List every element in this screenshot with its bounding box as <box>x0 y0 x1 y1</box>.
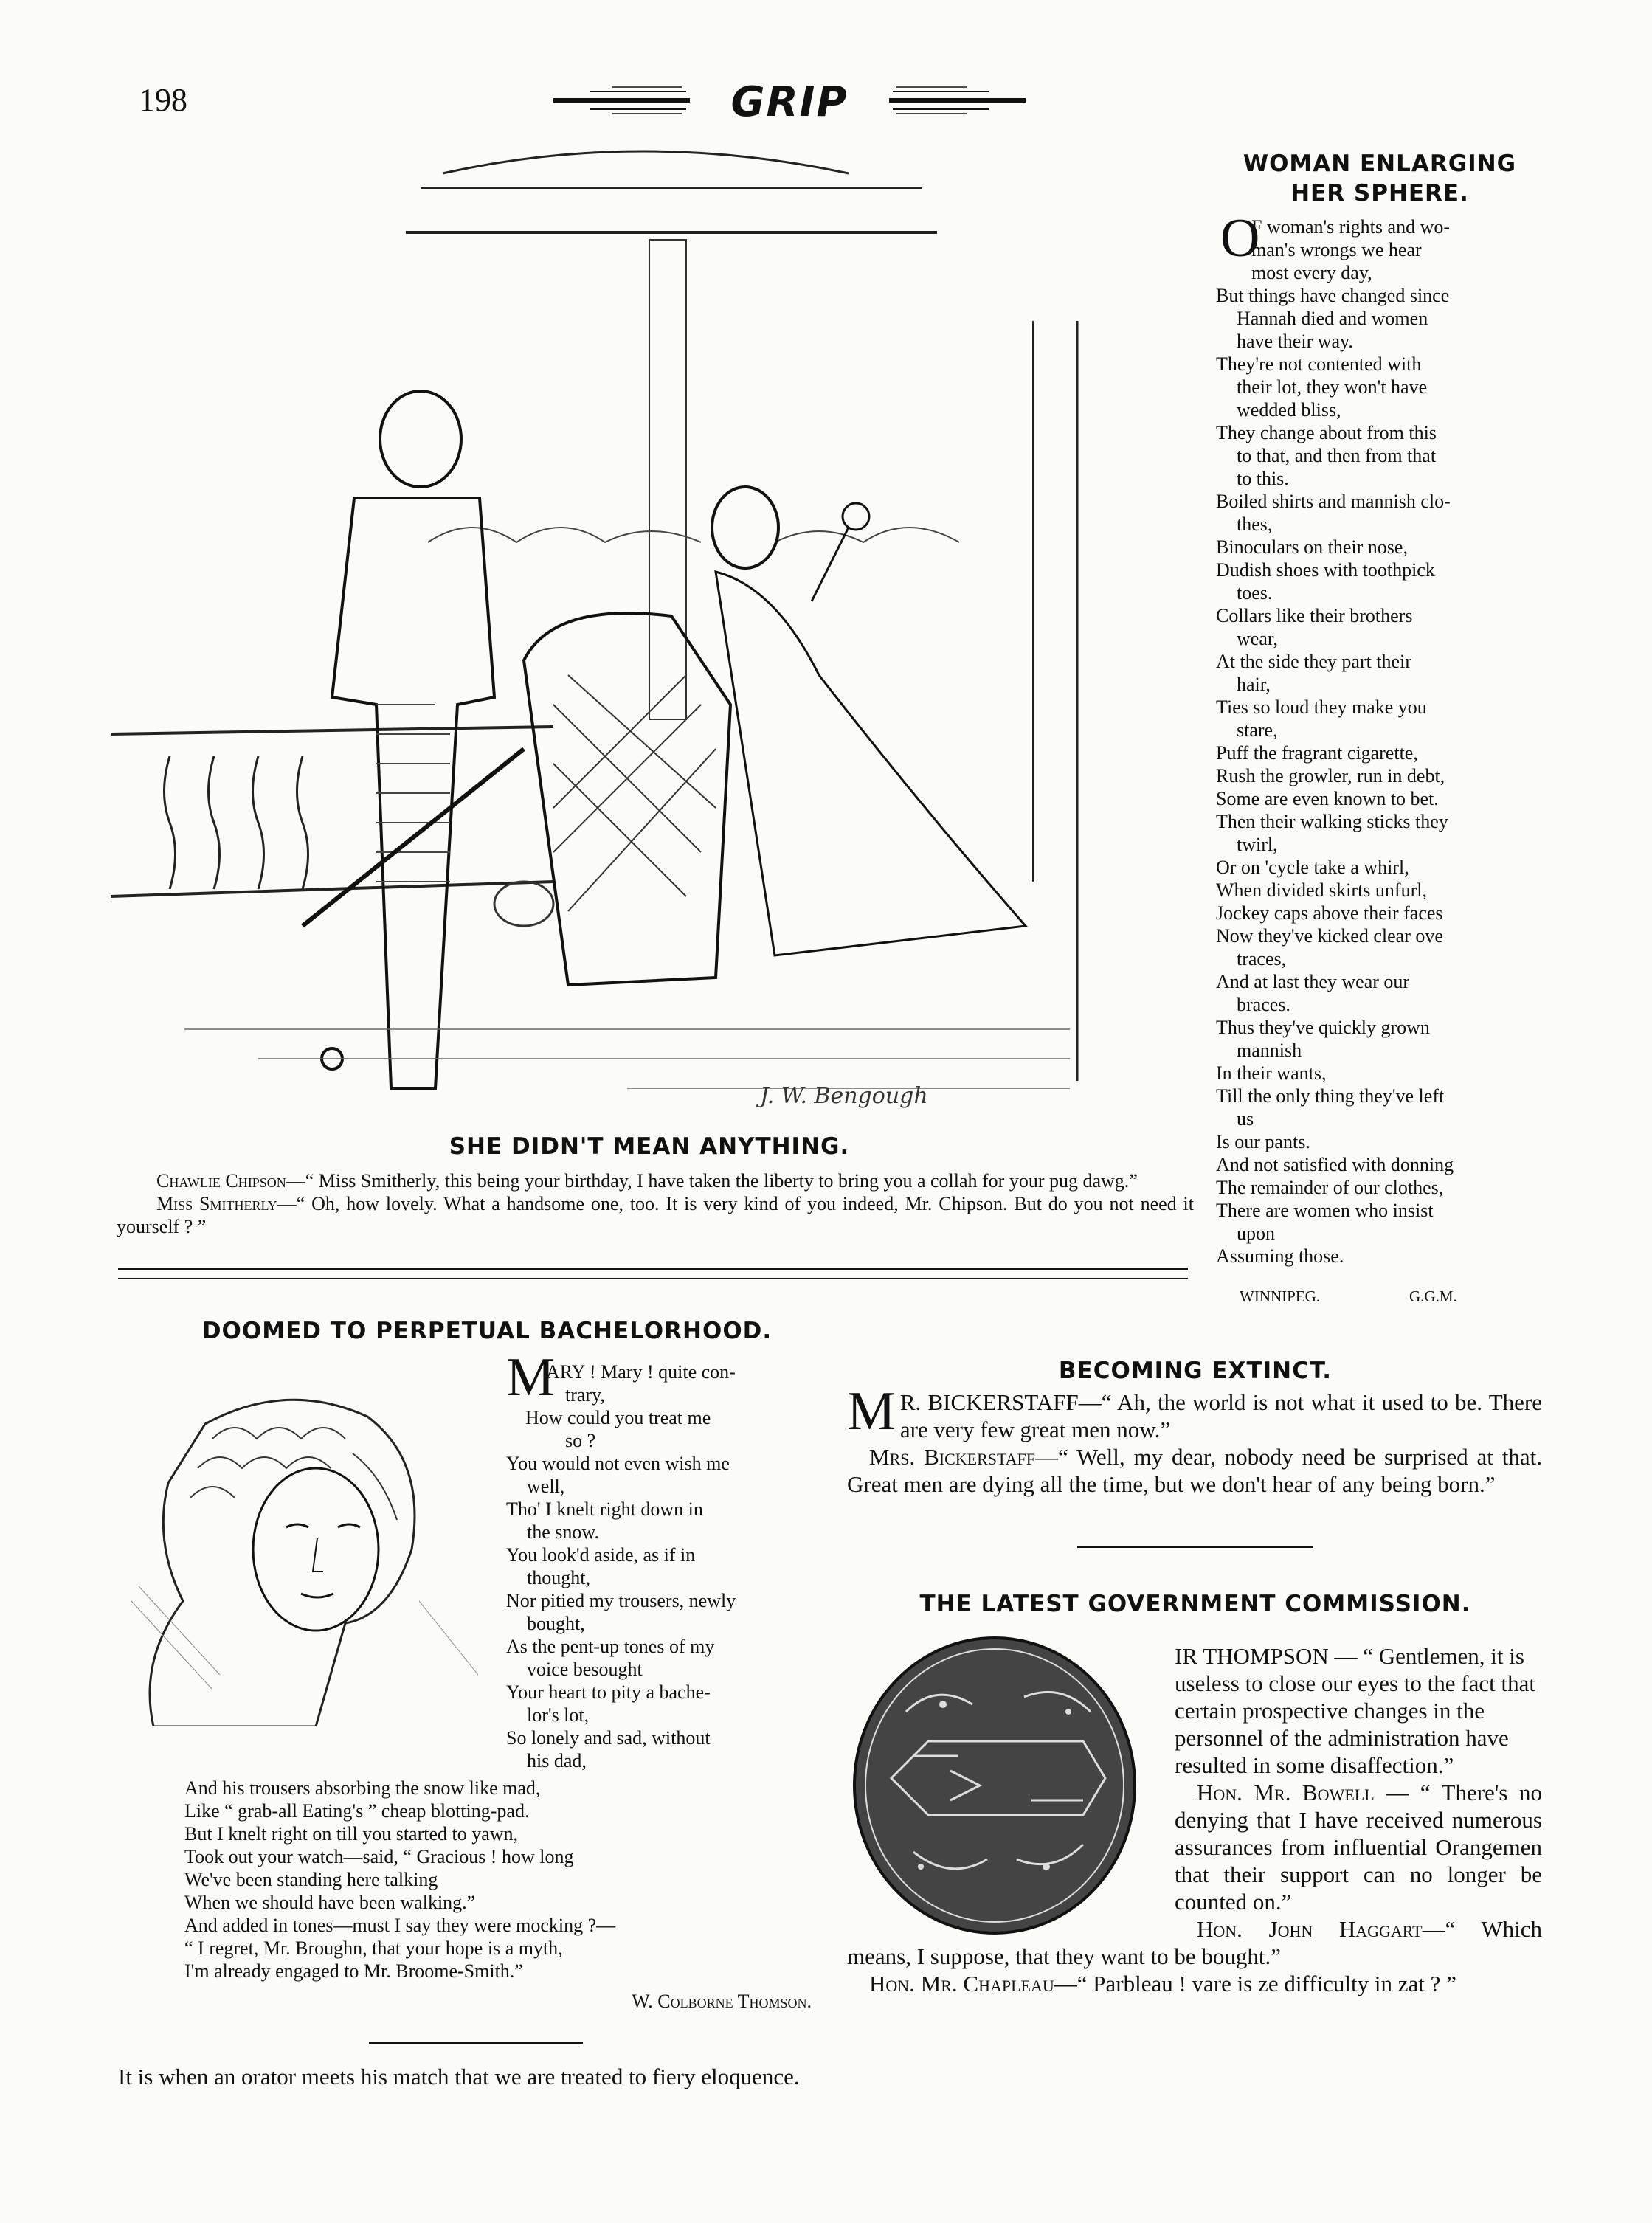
woman-poem-line: Boiled shirts and mannish clo- <box>1216 491 1451 512</box>
woman-poem-line: traces, <box>1237 948 1287 969</box>
woman-poem-title-line2: HER SPHERE. <box>1290 180 1469 207</box>
woman-poem-line: There are women who insist <box>1216 1200 1434 1221</box>
extinct-speaker: Mrs. Bickerstaff <box>869 1444 1036 1470</box>
doomed-verse-narrow <box>506 1361 816 1772</box>
doomed-wide-line: Like “ grab-all Eating's ” cheap blotting-pad. <box>184 1800 530 1822</box>
woman-poem-line: They change about from this <box>1216 422 1437 443</box>
doomed-wide-line: But I knelt right on till you started to yawn, <box>184 1823 519 1845</box>
orator-paragraph <box>118 2063 812 2090</box>
woman-poem-line: In their wants, <box>1216 1062 1327 1084</box>
woman-poem-line: Jockey caps above their faces <box>1216 902 1443 924</box>
doomed-narrow-line: How could you treat me <box>525 1407 711 1428</box>
doomed-narrow-line: So lonely and sad, without <box>506 1727 711 1749</box>
woman-poem-line: Or on 'cycle take a whirl, <box>1216 857 1409 878</box>
woman-poem-dropcap: O <box>1220 208 1260 269</box>
woman-poem-line: Puff the fragrant cigarette, <box>1216 742 1418 764</box>
doomed-narrow-line: thought, <box>527 1567 590 1588</box>
doomed-wide-line: And his trousers absorbing the snow like mad, <box>184 1777 541 1799</box>
woman-poem-line: stare, <box>1237 719 1278 741</box>
doomed-narrow-line: trary, <box>565 1384 605 1406</box>
commission-speaker-bowell: Hon. Mr. Bowell <box>1197 1780 1375 1805</box>
woman-poem-line: us <box>1237 1108 1254 1130</box>
woman-poem-line: Is our pants. <box>1216 1131 1310 1152</box>
woman-poem-line: Till the only thing they've left <box>1216 1085 1445 1107</box>
woman-poem-place: WINNIPEG. <box>1240 1287 1321 1305</box>
doomed-wide-line: “ I regret, Mr. Broughn, that your hope is a myth, <box>184 1937 563 1959</box>
woman-poem-line: toes. <box>1237 582 1273 604</box>
masthead-ornament-left <box>546 77 694 121</box>
commission-body <box>847 1642 1542 1997</box>
woman-poem-initials: G.G.M. <box>1409 1287 1457 1305</box>
commission-speaker-haggart: Hon. John Haggart <box>1197 1916 1423 1942</box>
woman-poem-line: braces. <box>1237 994 1290 1015</box>
extinct-title: BECOMING EXTINCT. <box>1058 1358 1333 1384</box>
doomed-narrow-line: Nor pitied my trousers, newly <box>506 1590 736 1611</box>
doomed-narrow-line: Your heart to pity a bache- <box>506 1681 711 1703</box>
doomed-divider <box>369 2042 583 2044</box>
woman-poem-line: Ties so loud they make you <box>1216 696 1427 718</box>
woman-poem-line: When divided skirts unfurl, <box>1216 879 1427 901</box>
doomed-wide-line: Took out your watch—said, “ Gracious ! how long <box>184 1846 574 1867</box>
doomed-narrow-line: As the pent-up tones of my <box>506 1636 715 1657</box>
cartoon-dialogue <box>117 1169 1194 1238</box>
woman-poem-line: But things have changed since <box>1216 285 1450 306</box>
woman-poem-line: hair, <box>1237 674 1271 695</box>
woman-poem-line: They're not contented with <box>1216 353 1422 375</box>
woman-poem-line: mannish <box>1237 1040 1302 1061</box>
doomed-verse-wide <box>184 1777 819 1982</box>
extinct-p1: R. BICKERSTAFF—“ Ah, the world is not what it used to be. There are very few great men now.” <box>899 1389 1542 1442</box>
doomed-narrow-line: You look'd aside, as if in <box>506 1544 696 1566</box>
doomed-narrow-line: Tho' I knelt right down in <box>506 1498 703 1520</box>
masthead-title: GRIP <box>730 78 849 126</box>
doomed-narrow-line: the snow. <box>527 1521 599 1543</box>
doomed-narrow-line: his dad, <box>527 1750 587 1771</box>
masthead-ornament-right <box>885 77 1033 121</box>
woman-poem-line: Now they've kicked clear ove <box>1216 925 1443 947</box>
woman-poem-line: Rush the growler, run in debt, <box>1216 765 1445 786</box>
doomed-author: W. Colborne Thomson. <box>632 1991 812 2012</box>
portrait-illustration <box>124 1380 493 1726</box>
woman-poem-line: man's wrongs we hear <box>1251 239 1422 260</box>
woman-poem-line: At the side they part their <box>1216 651 1411 672</box>
dialogue-line-chipson: —“ Miss Smitherly, this being your birthday, I have taken the liberty to bring you a collah for your pug dawg.” <box>286 1170 1138 1192</box>
commission-title: THE LATEST GOVERNMENT COMMISSION. <box>919 1591 1471 1617</box>
doomed-narrow-line: bought, <box>527 1613 585 1634</box>
woman-poem-title-line1: WOMAN ENLARGING <box>1243 151 1517 177</box>
commission-p1: IR THOMPSON — “ Gentlemen, it is useless to close our eyes to the fact that certain prospective changes in the personnel of the administration have resulted in some disaffection.” <box>1175 1643 1535 1778</box>
woman-poem-line: to this. <box>1237 468 1289 489</box>
cartoon-illustration <box>111 144 1188 1125</box>
doomed-wide-line: We've been standing here talking <box>184 1869 438 1890</box>
doomed-narrow-line: so ? <box>565 1430 596 1451</box>
woman-poem-line: And at last they wear our <box>1216 971 1410 992</box>
woman-poem-line: upon <box>1237 1223 1275 1244</box>
doomed-narrow-line: well, <box>527 1476 565 1497</box>
dialogue-speaker-chipson: Chawlie Chipson <box>156 1170 286 1192</box>
woman-poem-line: Assuming those. <box>1216 1245 1344 1267</box>
doomed-wide-line: I'm already engaged to Mr. Broome-Smith.” <box>184 1960 523 1982</box>
woman-poem-line: Binoculars on their nose, <box>1216 536 1408 558</box>
commission-p2: — “ There's no denying that I have received numerous assurances from influential Orangemen that their support can no longer be counted on.” <box>1175 1780 1542 1915</box>
commission-speaker-chapleau: Hon. Mr. Chapleau <box>869 1971 1054 1996</box>
woman-poem-line: Hannah died and women <box>1237 308 1428 329</box>
woman-poem-line: Thus they've quickly grown <box>1216 1017 1430 1038</box>
woman-poem-line: wedded bliss, <box>1237 399 1341 421</box>
doomed-narrow-line: You would not even wish me <box>506 1453 730 1474</box>
woman-poem-signature <box>1240 1287 1549 1306</box>
cartoon-divider-thin <box>118 1278 1188 1279</box>
cartoon-divider <box>118 1268 1188 1270</box>
extinct-dropcap: M <box>847 1381 896 1442</box>
woman-poem-title <box>1210 149 1549 208</box>
woman-poem-line: And not satisfied with donning <box>1216 1154 1454 1175</box>
woman-poem-line: twirl, <box>1237 834 1278 855</box>
doomed-narrow-line: ARY ! Mary ! quite con- <box>546 1361 736 1383</box>
cartoon-signature: J. W. Bengough <box>760 1083 928 1109</box>
extinct-p2: —“ Well, my dear, nobody need be surprised at that. Great men are dying all the time, but we don't hear of any being born.” <box>847 1444 1543 1497</box>
woman-poem-line: F woman's rights and wo- <box>1251 216 1451 238</box>
woman-poem-line: The remainder of our clothes, <box>1216 1177 1444 1198</box>
woman-poem-line: wear, <box>1237 628 1278 649</box>
woman-poem-line: have their way. <box>1237 331 1353 352</box>
doomed-title: DOOMED TO PERPETUAL BACHELORHOOD. <box>201 1318 773 1344</box>
dialogue-speaker-smitherly: Miss Smitherly <box>156 1193 277 1214</box>
woman-poem-line: Collars like their brothers <box>1216 605 1413 626</box>
woman-poem-line: their lot, they won't have <box>1237 376 1428 398</box>
extinct-divider <box>1077 1546 1313 1548</box>
commission-p4: —“ Parbleau ! vare is ze difficulty in zat ? ” <box>1054 1971 1456 1996</box>
orator-text: It is when an orator meets his match that we are treated to fiery eloquence. <box>118 2064 800 2089</box>
doomed-dropcap: M <box>506 1347 555 1408</box>
woman-poem-line: Then their walking sticks they <box>1216 811 1448 832</box>
woman-poem-line: Dudish shoes with toothpick <box>1216 559 1435 581</box>
page-number: 198 <box>139 82 187 118</box>
woman-poem-line: to that, and then from that <box>1237 445 1437 466</box>
extinct-body <box>847 1381 1543 1498</box>
doomed-wide-line: And added in tones—must I say they were mocking ?— <box>184 1915 616 1936</box>
dialogue-line-smitherly: —“ Oh, how lovely. What a handsome one, too. It is very kind of you indeed, Mr. Chipson. But do you not need it yourself ? ” <box>117 1193 1195 1237</box>
doomed-wide-line: When we should have been walking.” <box>184 1892 476 1913</box>
masthead <box>546 77 1033 126</box>
doomed-narrow-line: lor's lot, <box>527 1704 590 1726</box>
commission-p3: —“ Which means, I suppose, that they want to be bought.” <box>847 1916 1542 1969</box>
woman-poem-line: most every day, <box>1251 262 1372 283</box>
woman-poem-line: Some are even known to bet. <box>1216 788 1439 809</box>
cartoon-caption-title: SHE DIDN'T MEAN ANYTHING. <box>449 1133 850 1160</box>
doomed-narrow-line: voice besought <box>527 1659 643 1680</box>
woman-poem-body <box>1216 215 1555 1268</box>
woman-poem-line: thes, <box>1237 514 1273 535</box>
